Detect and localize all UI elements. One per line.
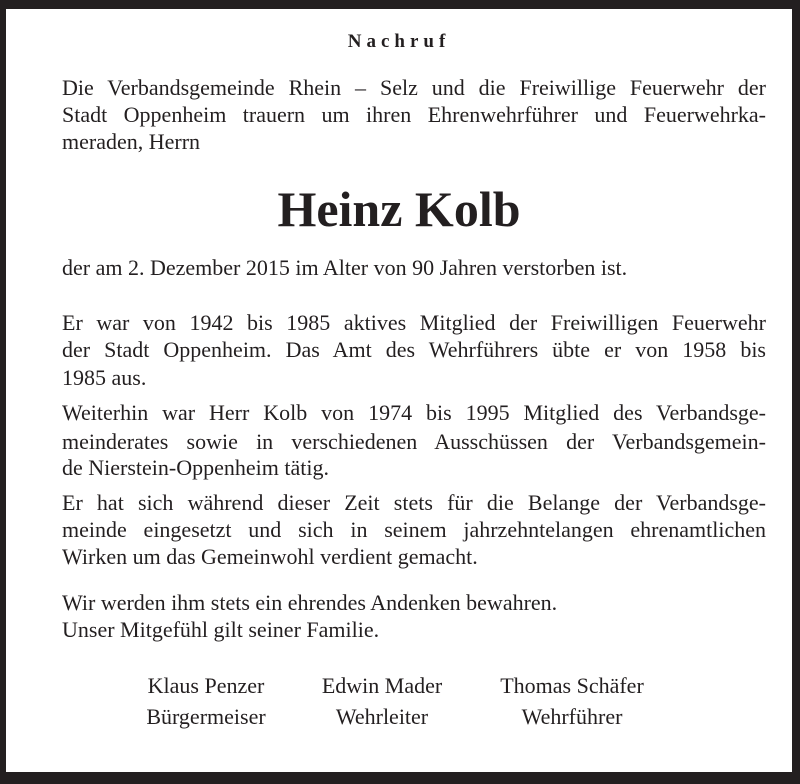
signatory-name: Klaus Penzer [147, 673, 265, 698]
intro-line: Die Verbandsgemeinde Rhein – Selz und die Freiwillige Feuerwehr der [62, 75, 766, 100]
deceased-name: Heinz Kolb [277, 181, 521, 237]
paragraph-line: Er war von 1942 bis 1985 aktives Mitglied der Freiwilligen Feuerwehr [62, 310, 766, 335]
notice-title: Nachruf [347, 31, 451, 52]
obituary-notice [6, 9, 792, 772]
death-line: der am 2. Dezember 2015 im Alter von 90 Jahren verstorben ist. [62, 255, 628, 280]
paragraph-line: Er hat sich während dieser Zeit stets für die Belange der Verbandsge- [62, 490, 766, 515]
paragraph-line: 1985 aus. [62, 365, 147, 390]
signatory-role: Wehrleiter [335, 704, 429, 729]
paragraph-line: Wirken um das Gemeinwohl verdient gemacht. [62, 544, 478, 569]
signatory-role: Bürgermeiser [146, 704, 266, 729]
paragraph-line: Wir werden ihm stets ein ehrendes Andenken bewahren. [62, 590, 558, 615]
intro-line: meraden, Herrn [62, 129, 201, 154]
signatory-name: Thomas Schäfer [500, 673, 644, 698]
intro-line: Stadt Oppenheim trauern um ihren Ehrenwehrführer und Feuerwehrka- [62, 102, 766, 127]
paragraph-line: der Stadt Oppenheim. Das Amt des Wehrführers übte er von 1958 bis [62, 337, 766, 362]
paragraph-line: de Nierstein-Oppenheim tätig. [62, 455, 329, 480]
paragraph-line: meinde eingesetzt und sich in seinem jahrzehntelangen ehrenamtlichen [62, 517, 766, 542]
signatory-role: Wehrführer [521, 704, 623, 729]
paragraph-line: meinderates sowie in verschiedenen Ausschüssen der Verbandsgemein- [62, 429, 766, 454]
paragraph-line: Weiterhin war Herr Kolb von 1974 bis 1995 Mitglied des Verbandsge- [62, 400, 766, 425]
paragraph-line: Unser Mitgefühl gilt seiner Familie. [62, 617, 380, 642]
signatory-name: Edwin Mader [321, 673, 443, 698]
